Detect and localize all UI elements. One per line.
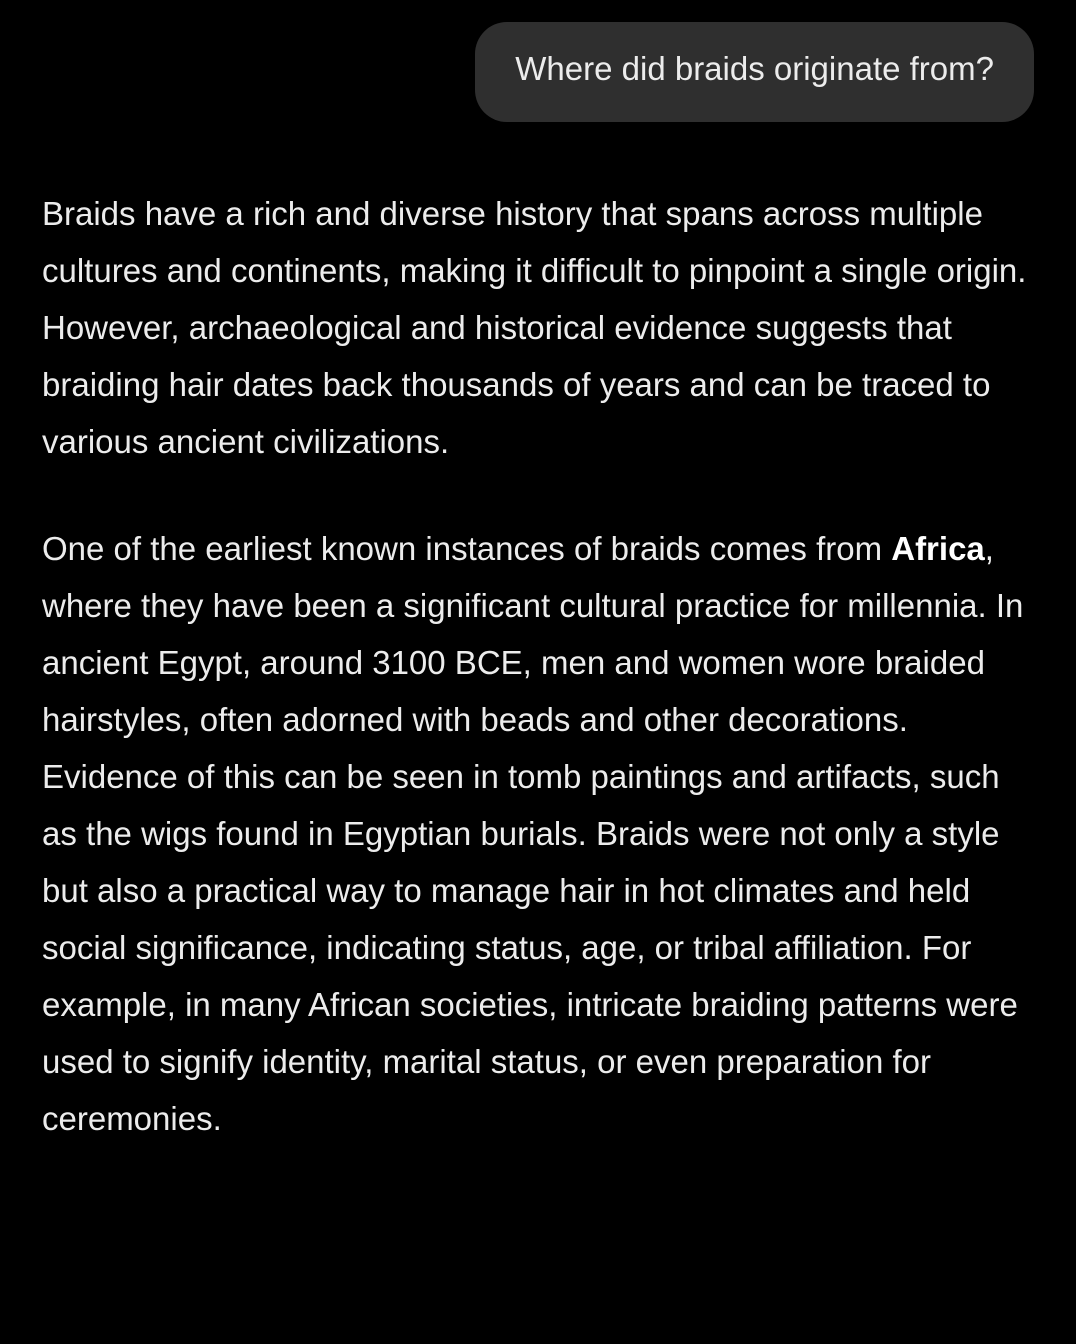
paragraph-2-text-start: One of the earliest known instances of braids comes from — [42, 530, 892, 567]
assistant-message — [42, 185, 1042, 1147]
assistant-paragraph-1: Braids have a rich and diverse history that spans across multiple cultures and continents, making it difficult to pinpoint a single origin. However, archaeological and historical evidence suggests that braiding hair dates back thousands of years and can be traced to various ancient civilizations. — [42, 195, 1027, 460]
user-message-row — [475, 22, 1034, 122]
assistant-paragraph-2 — [42, 520, 1042, 1147]
user-message-bubble[interactable]: Where did braids originate from? — [475, 22, 1034, 122]
bold-keyword-africa: Africa — [891, 530, 985, 567]
paragraph-2-text-end: , where they have been a significant cultural practice for millennia. In ancient Egypt, around 3100 BCE, men and women wore braided hairstyles, often adorned with beads and other decorations. Evidence of this can be seen in tomb paintings and artifacts, such as the wigs found in Egyptian burials. Braids were not only a style but also a practical way to manage hair in hot climates and held social significance, indicating status, age, or tribal affiliation. For example, in many African societies, intricate braiding patterns were used to signify identity, marital status, or even preparation for ceremonies. — [42, 530, 1024, 1137]
